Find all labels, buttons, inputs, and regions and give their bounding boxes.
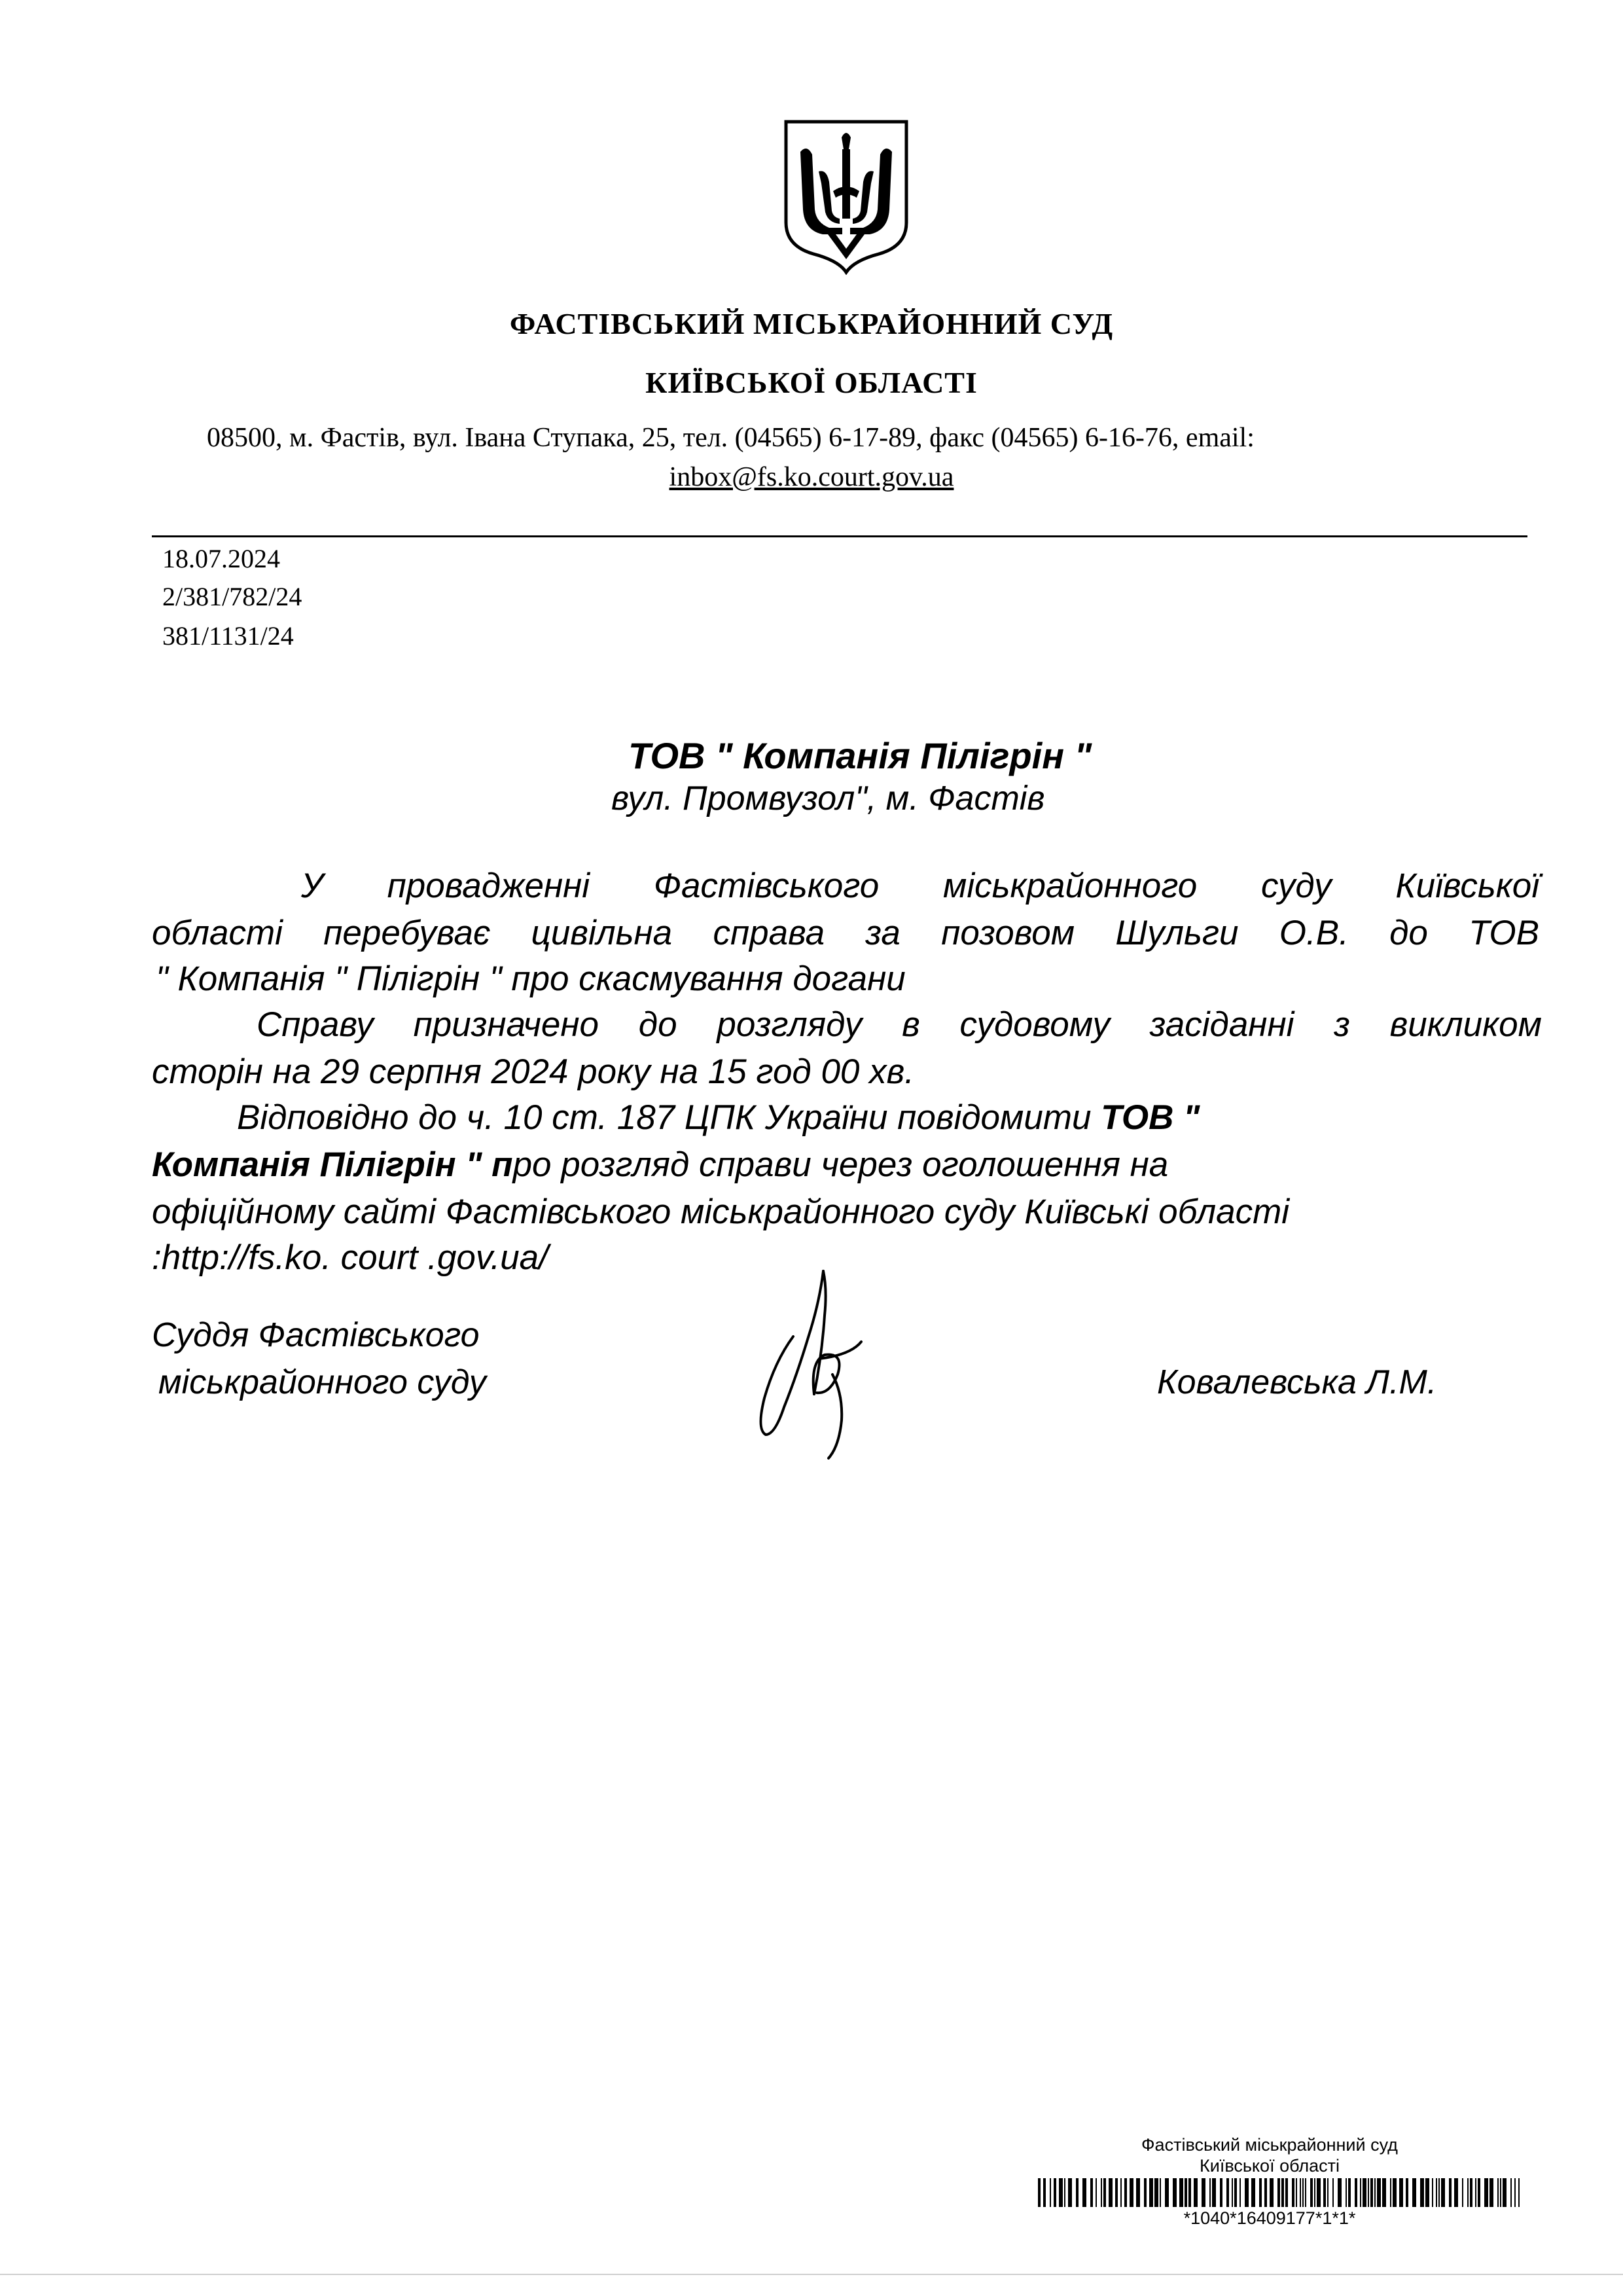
- barcode-bar: [1314, 2178, 1315, 2207]
- barcode-bar: [1292, 2178, 1294, 2207]
- barcode-bar: [1264, 2178, 1267, 2207]
- barcode-bar: [1510, 2178, 1512, 2207]
- barcode-bar: [1188, 2178, 1191, 2207]
- barcode-bar: [1470, 2178, 1472, 2207]
- barcode-bar: [1363, 2178, 1366, 2207]
- barcode-bar: [1390, 2178, 1391, 2207]
- barcode: [1038, 2178, 1522, 2207]
- barcode-bar: [1220, 2178, 1222, 2207]
- barcode-bar: [1226, 2178, 1229, 2207]
- barcode-bar: [1281, 2178, 1284, 2207]
- barcode-bar: [1412, 2178, 1416, 2207]
- barcode-bar: [1425, 2178, 1429, 2207]
- barcode-bar: [1503, 2178, 1507, 2207]
- barcode-bar: [1259, 2178, 1262, 2207]
- body-text: ро розгляд справи через оголошення на: [512, 1145, 1169, 1184]
- barcode-bar: [1144, 2178, 1147, 2207]
- barcode-bar: [1393, 2178, 1397, 2207]
- barcode-bar: [1173, 2178, 1177, 2207]
- barcode-bar: [1420, 2178, 1424, 2207]
- signatory-title: міськрайонного суду: [158, 1363, 486, 1401]
- body-line: [152, 1145, 1546, 1185]
- barcode-bar: [1068, 2178, 1072, 2207]
- barcode-bar: [1154, 2178, 1158, 2207]
- barcode-bar: [1368, 2178, 1369, 2207]
- barcode-number: *1040*16409177*1*1*: [1183, 2208, 1356, 2228]
- barcode-bar: [1296, 2178, 1297, 2207]
- barcode-bar: [1050, 2178, 1051, 2207]
- case-number: 2/381/782/24: [162, 582, 302, 611]
- barcode-bar: [1348, 2178, 1351, 2207]
- barcode-bar: [1484, 2178, 1488, 2207]
- court-address: 08500, м. Фастів, вул. Івана Ступака, 25, тел. (04565) 6-17-89, факс (04565) 6-16-76, email:: [207, 423, 1255, 453]
- barcode-bar: [1240, 2178, 1241, 2207]
- barcode-bar: [1323, 2178, 1326, 2207]
- barcode-bar: [1165, 2178, 1169, 2207]
- body-line: У провадженні Фастівського міськрайонного суду Київської: [301, 867, 1539, 905]
- coat-of-arms-emblem: [781, 118, 912, 275]
- barcode-bar: [1076, 2178, 1079, 2207]
- barcode-bar: [1194, 2178, 1198, 2207]
- barcode-bar: [1355, 2178, 1357, 2207]
- barcode-bar: [1377, 2178, 1381, 2207]
- barcode-bar: [1449, 2178, 1452, 2207]
- barcode-bar: [1406, 2178, 1408, 2207]
- body-line: області перебуває цивільна справа за позовом Шульги О.В. до ТОВ: [152, 914, 1539, 952]
- proceeding-number: 381/1131/24: [162, 621, 294, 651]
- barcode-bar: [1109, 2178, 1113, 2207]
- barcode-bar: [1202, 2178, 1205, 2207]
- barcode-bar: [1374, 2178, 1376, 2207]
- barcode-bar: [1332, 2178, 1334, 2207]
- barcode-bar: [1160, 2178, 1161, 2207]
- barcode-bar: [1064, 2178, 1065, 2207]
- body-text: Відповідно до ч. 10 ст. 187 ЦПК України повідомити: [237, 1098, 1101, 1137]
- barcode-bar: [1327, 2178, 1329, 2207]
- barcode-bar: [1441, 2178, 1445, 2207]
- recipient-address: вул. Промвузол", м. Фастів: [611, 780, 1045, 817]
- barcode-bar: [1179, 2178, 1183, 2207]
- handwritten-signature: [746, 1263, 890, 1460]
- court-website-link[interactable]: :http://fs.ko. court .gov.ua/: [152, 1238, 548, 1277]
- signatory-title: Суддя Фастівського: [152, 1316, 480, 1354]
- body-text-bold: Компанія Пілігрін " п: [152, 1145, 513, 1184]
- barcode-bar: [1059, 2178, 1063, 2207]
- barcode-bar: [1043, 2178, 1046, 2207]
- barcode-bar: [1462, 2178, 1463, 2207]
- barcode-bar: [1209, 2178, 1211, 2207]
- barcode-bar: [1317, 2178, 1321, 2207]
- court-email-link[interactable]: inbox@fs.ko.court.gov.ua: [669, 462, 954, 492]
- barcode-bar: [1136, 2178, 1140, 2207]
- barcode-bar: [1270, 2178, 1274, 2207]
- barcode-bar: [1285, 2178, 1288, 2207]
- barcode-bar: [1399, 2178, 1403, 2207]
- barcode-bar: [1305, 2178, 1306, 2207]
- barcode-bar: [1130, 2178, 1133, 2207]
- barcode-bar: [1432, 2178, 1433, 2207]
- barcode-bar: [1478, 2178, 1480, 2207]
- judge-name: Ковалевська Л.М.: [1157, 1363, 1437, 1401]
- barcode-bar: [1185, 2178, 1187, 2207]
- barcode-bar: [1467, 2178, 1469, 2207]
- barcode-bar: [1518, 2178, 1520, 2207]
- barcode-bar: [1310, 2178, 1313, 2207]
- body-line: [237, 1098, 1623, 1138]
- barcode-bar: [1302, 2178, 1304, 2207]
- body-line: офіційному сайті Фастівського міськрайонного суду Київські області: [152, 1193, 1290, 1231]
- barcode-bar: [1277, 2178, 1280, 2207]
- barcode-bar: [1090, 2178, 1093, 2207]
- body-line: Справу призначено до розгляду в судовому засіданні з викликом: [257, 1005, 1542, 1044]
- barcode-bar: [1300, 2178, 1301, 2207]
- barcode-bar: [1124, 2178, 1127, 2207]
- barcode-bar: [1251, 2178, 1255, 2207]
- barcode-bar: [1232, 2178, 1233, 2207]
- body-line: " Компанія " Пілігрін " про скасмування догани: [156, 960, 906, 998]
- body-text-bold: ТОВ ": [1101, 1098, 1200, 1137]
- page-bottom-edge: [0, 2274, 1623, 2275]
- barcode-bar: [1149, 2178, 1153, 2207]
- barcode-bar: [1234, 2178, 1237, 2207]
- barcode-bar: [1338, 2178, 1342, 2207]
- barcode-bar: [1489, 2178, 1493, 2207]
- barcode-bar: [1360, 2178, 1361, 2207]
- barcode-bar: [1382, 2178, 1386, 2207]
- barcode-bar: [1497, 2178, 1499, 2207]
- barcode-bar: [1120, 2178, 1122, 2207]
- registration-stamp-region: Київської області: [1200, 2156, 1340, 2176]
- header-divider: [152, 535, 1527, 537]
- barcode-bar: [1514, 2178, 1516, 2207]
- court-name: ФАСТІВСЬКИЙ МІСЬКРАЙОННИЙ СУД: [509, 307, 1114, 340]
- barcode-bar: [1370, 2178, 1373, 2207]
- barcode-bar: [1115, 2178, 1118, 2207]
- barcode-bar: [1475, 2178, 1476, 2207]
- barcode-bar: [1346, 2178, 1347, 2207]
- document-date: 18.07.2024: [162, 544, 280, 573]
- barcode-bar: [1054, 2178, 1056, 2207]
- barcode-bar: [1103, 2178, 1106, 2207]
- barcode-bar: [1101, 2178, 1102, 2207]
- body-line: сторін на 29 серпня 2024 року на 15 год 00 хв.: [152, 1052, 915, 1091]
- barcode-bar: [1245, 2178, 1249, 2207]
- court-region: КИЇВСЬКОЇ ОБЛАСТІ: [645, 366, 978, 399]
- recipient-name: ТОВ " Компанія Пілігрін ": [628, 735, 1092, 776]
- barcode-bar: [1096, 2178, 1097, 2207]
- barcode-bar: [1454, 2178, 1458, 2207]
- barcode-bar: [1082, 2178, 1086, 2207]
- barcode-bar: [1038, 2178, 1041, 2207]
- registration-stamp-court: Фастівський міськрайонний суд: [1141, 2135, 1398, 2155]
- barcode-bar: [1212, 2178, 1216, 2207]
- barcode-bar: [1500, 2178, 1501, 2207]
- barcode-bar: [1436, 2178, 1437, 2207]
- barcode-bar: [1438, 2178, 1440, 2207]
